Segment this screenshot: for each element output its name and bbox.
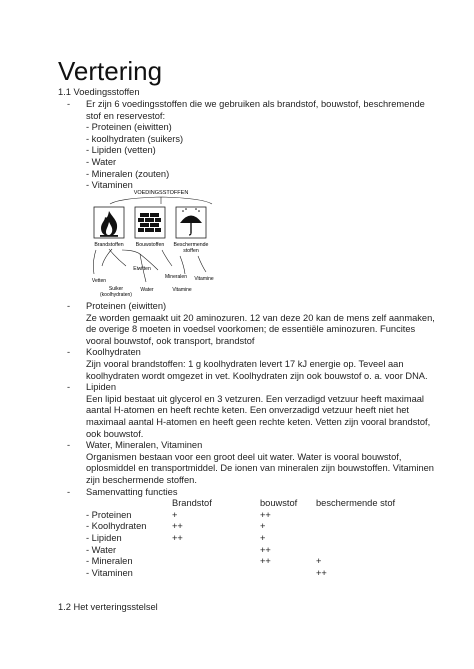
leaf-label-suiker: Suiker	[108, 286, 124, 292]
row-label: - Lipiden	[86, 532, 122, 543]
intro-item: - Water	[86, 157, 117, 167]
cell-bouwstof: ++	[260, 544, 271, 555]
fuel-box	[94, 207, 124, 238]
leaf-label-water: Water	[140, 287, 154, 293]
row-label: - Vitaminen	[86, 567, 133, 578]
leaf-label-mineralen: Mineralen	[165, 274, 187, 280]
leaf-label-vitamine-bottom: Vitamine	[172, 287, 192, 293]
row-label: - Proteinen	[86, 509, 132, 520]
cell-bouwstof: +	[260, 532, 266, 543]
lipiden-line: aantal H-atomen en heeft rechte keten. Een onverzadigd vetzuur heeft niet het	[86, 405, 410, 416]
column-header: beschermende stof	[316, 498, 396, 509]
proteinen-line: vooral bouwstof, ook transport, brandstof	[86, 335, 255, 346]
section-heading-1-1: 1.1 Voedingsstoffen	[58, 87, 140, 97]
column-header: Brandstof	[172, 498, 212, 509]
column-header: bouwstof	[260, 498, 298, 509]
intro-item: - Lipiden (vetten)	[86, 145, 156, 156]
section-heading-1-2: 1.2 Het verteringsstelsel	[58, 602, 158, 612]
proteinen-heading: Proteinen (eiwitten)	[86, 301, 167, 311]
water-line: oplosmiddel en transportmiddel. De ionen van mineralen zijn bouwstoffen. Vitaminen	[86, 463, 434, 474]
protective-box	[176, 207, 206, 238]
box-label-protective-2: stoffen	[183, 248, 199, 254]
koolhydraten-line: Zijn vooral brandstoffen: 1 g koolhydraten levert 17 kJ energie op. Teveel aan	[86, 359, 404, 369]
cell-beschermend: ++	[316, 567, 327, 578]
box-label-building: Bouwstoffen	[135, 242, 165, 248]
leaf-label-vetten: Vetten	[91, 278, 107, 284]
koolhydraten-heading: Koolhydraten	[86, 347, 141, 358]
intro-item: - Proteinen (eiwitten)	[86, 122, 172, 133]
bullet-dash: -	[67, 440, 71, 451]
bullet-dash: -	[67, 382, 71, 393]
proteinen-line: Ze worden gemaakt uit 20 aminozuren. 12 van deze 20 kan de mens zelf aanmaken,	[86, 312, 435, 323]
water-line: Organismen bestaan voor een groot deel uit water. Water is vooral bouwstof,	[86, 451, 402, 462]
koolhydraten-line: koolhydraten wordt omgezet in vet. Koolhydraten zijn ook bouwstof o. a. voor DNA.	[86, 370, 428, 381]
leaf-label-eiwitten: Eiwitten	[133, 266, 151, 272]
cell-bouwstof: +	[260, 521, 266, 532]
box-label-protective: Beschermende	[173, 242, 209, 248]
nutrients-diagram	[80, 186, 240, 302]
bullet-dash: -	[67, 301, 71, 311]
cell-bouwstof: ++	[260, 556, 271, 567]
water-line: zijn beschermende stoffen.	[86, 475, 197, 485]
intro-line-1: Er zijn 6 voedingsstoffen die we gebruiken als brandstof, bouwstof, beschremende	[86, 99, 425, 109]
building-box	[135, 207, 165, 238]
lipiden-heading: Lipiden	[86, 382, 116, 393]
cell-beschermend: +	[316, 556, 322, 567]
box-label-fuel: Brandstoffen	[94, 242, 124, 248]
bullet-dash: -	[67, 99, 71, 109]
lipiden-line: maximaal aantal H-atomen en heeft geen rechte keten. Vetten zijn vooral brandstof,	[86, 417, 431, 427]
intro-item: - Vitaminen	[86, 180, 133, 191]
bullet-dash: -	[67, 486, 71, 497]
summary-heading: Samenvatting functies	[86, 486, 178, 497]
intro-item: - Mineralen (zouten)	[86, 168, 170, 179]
leaf-label-vitamine: Vitamine	[194, 276, 214, 282]
proteinen-line: de overige 8 moeten in voedsel voorkomen; de essentiële aminozuren. Funcites	[86, 324, 416, 335]
lipiden-line: Een lipid bestaat uit glycerol en 3 vetzuren. Een verzadigd vetzuur heeft maximaal	[86, 393, 424, 404]
diagram-header: VOEDINGSSTOFFEN	[133, 190, 189, 196]
cell-brandstof: +	[172, 509, 178, 520]
page-title: Vertering	[58, 56, 163, 86]
water-heading: Water, Mineralen, Vitaminen	[86, 440, 203, 451]
row-label: - Mineralen	[86, 556, 133, 567]
cell-bouwstof: ++	[260, 509, 271, 520]
leaf-label-koolhydraten: (koolhydraten)	[100, 292, 132, 298]
row-label: - Water	[86, 544, 117, 555]
lipiden-line: ook bouwstof.	[86, 428, 144, 439]
bullet-dash: -	[67, 347, 71, 358]
cell-brandstof: ++	[172, 532, 183, 543]
intro-item: - koolhydraten (suikers)	[86, 133, 184, 144]
cell-brandstof: ++	[172, 521, 183, 532]
row-label: - Koolhydraten	[86, 521, 147, 532]
intro-line-2: stof en reservestof:	[86, 110, 166, 121]
